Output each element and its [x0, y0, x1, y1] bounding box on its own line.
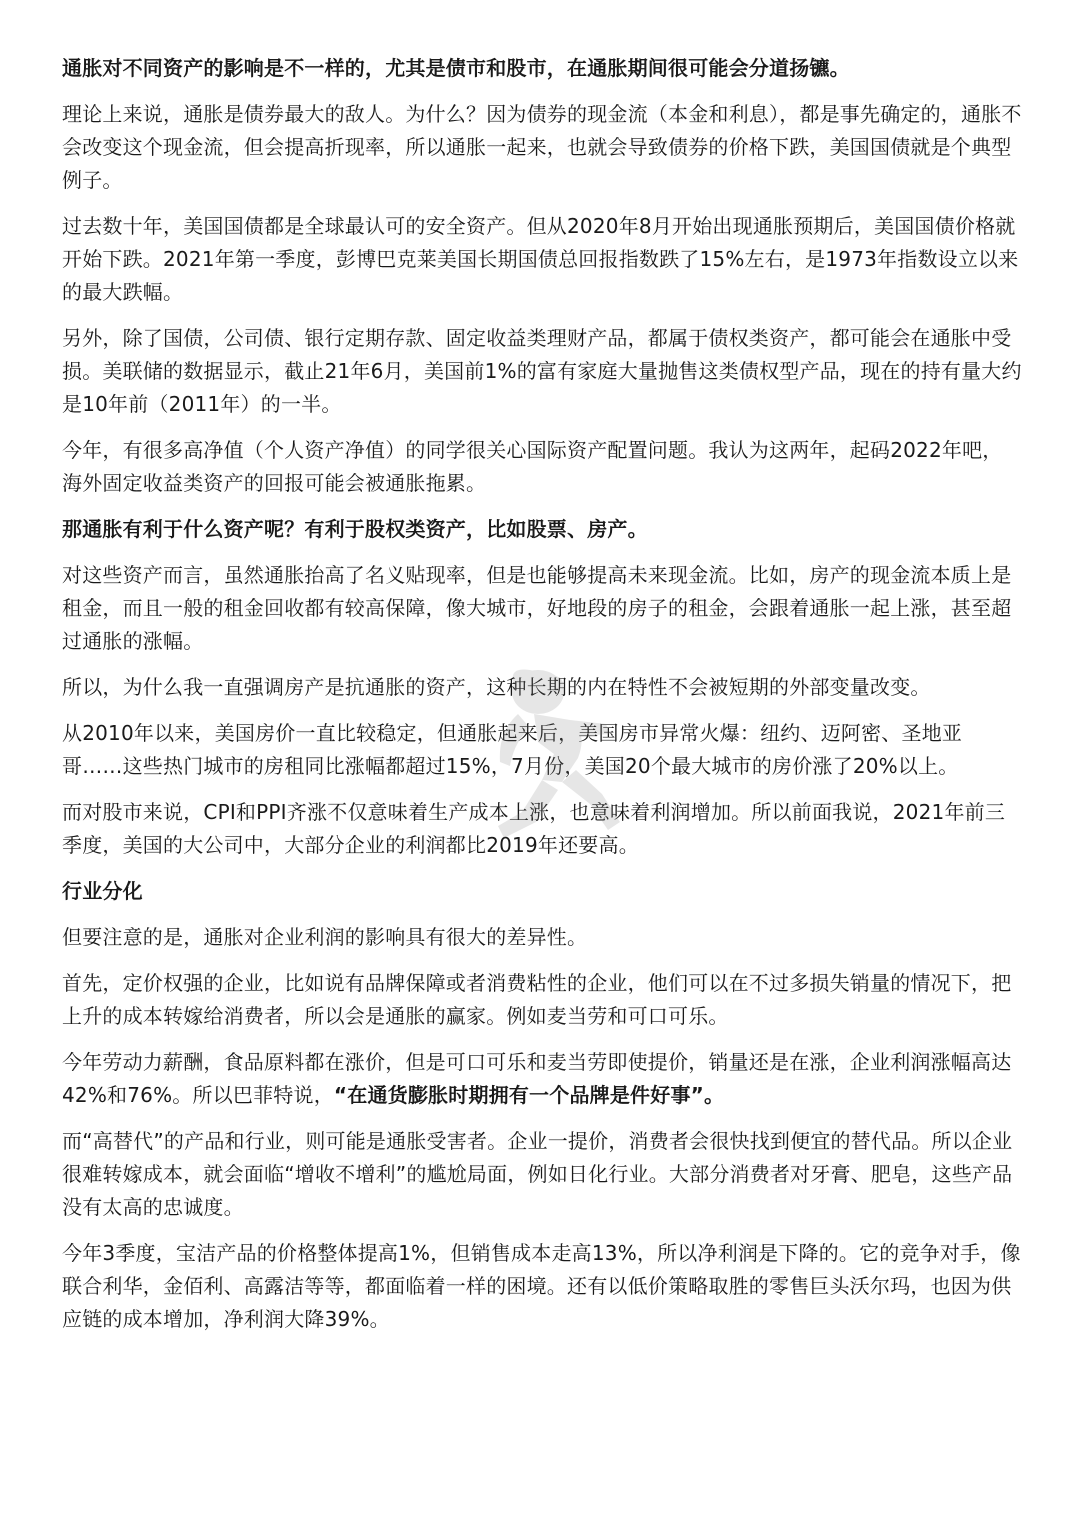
article-body — [62, 52, 1022, 1349]
paragraph-equity-question: 那通胀有利于什么资产呢？有利于股权类资产，比如股票、房产。 — [62, 517, 648, 541]
brand-text: 今年劳动力薪酬，食品原料都在涨价，但是可口可乐和麦当劳即使提价，销量还是在涨，企业利润涨幅高达42%和76%。所以巴菲特说， — [62, 1050, 1012, 1107]
paragraph-us-housing: 从2010年以来，美国房价一直比较稳定，但通胀起来后，美国房市异常火爆：纽约、迈阿密、圣地亚哥……这些热门城市的房租同比涨幅都超过15%，7月份，美国20个最大城市的房价涨了20%以上。 — [62, 721, 963, 778]
paragraph-intro: 通胀对不同资产的影响是不一样的，尤其是债市和股市，在通胀期间很可能会分道扬镳。 — [62, 56, 850, 80]
paragraph-stock-market: 而对股市来说，CPI和PPI齐涨不仅意味着生产成本上涨，也意味着利润增加。所以前面我说，2021年前三季度，美国的大公司中，大部分企业的利润都比2019年还要高。 — [62, 800, 1006, 857]
buffett-quote: “在通货膨胀时期拥有一个品牌是件好事”。 — [333, 1083, 725, 1107]
paragraph-high-substitution: 而“高替代”的产品和行业，则可能是通胀受害者。企业一提价，消费者会很快找到便宜的替代品。所以企业很难转嫁成本，就会面临“增收不增利”的尴尬局面，例如日化行业。大部分消费者对牙膏、肥皂，这些产品没有太高的忠诚度。 — [62, 1129, 1013, 1219]
paragraph-real-estate: 对这些资产而言，虽然通胀抬高了名义贴现率，但是也能够提高未来现金流。比如，房产的现金流本质上是租金，而且一般的租金回收都有较高保障，像大城市，好地段的房子的租金，会跟着通胀一起上涨，甚至超过通胀的涨幅。 — [62, 563, 1012, 653]
section-heading: 行业分化 — [62, 879, 143, 903]
paragraph-asset-allocation: 今年，有很多高净值（个人资产净值）的同学很关心国际资产配置问题。我认为这两年，起码2022年吧，海外固定收益类资产的回报可能会被通胀拖累。 — [62, 438, 1003, 495]
paragraph-pg-example: 今年3季度，宝洁产品的价格整体提高1%，但销售成本走高13%，所以净利润是下降的。它的竞争对手，像联合利华，金佰利、高露洁等等，都面临着一样的困境。还有以低价策略取胜的零售巨头沃尔玛，也因为供应链的成本增加，净利润大降39%。 — [62, 1241, 1021, 1331]
paragraph-debt-assets: 另外，除了国债，公司债、银行定期存款、固定收益类理财产品，都属于债权类资产，都可能会在通胀中受损。美联储的数据显示，截止21年6月，美国前1%的富有家庭大量抛售这类债权型产品，现在的持有量大约是10年前（2011年）的一半。 — [62, 326, 1022, 416]
paragraph-inflation-hedge: 所以，为什么我一直强调房产是抗通胀的资产，这种长期的内在特性不会被短期的外部变量改变。 — [62, 675, 931, 699]
paragraph-pricing-power: 首先，定价权强的企业，比如说有品牌保障或者消费粘性的企业，他们可以在不过多损失销量的情况下，把上升的成本转嫁给消费者，所以会是通胀的赢家。例如麦当劳和可口可乐。 — [62, 971, 1012, 1028]
paragraph-brand-example — [62, 1046, 1022, 1112]
paragraph-profit-variance: 但要注意的是，通胀对企业利润的影响具有很大的差异性。 — [62, 925, 588, 949]
paragraph-bonds-theory: 理论上来说，通胀是债券最大的敌人。为什么？因为债券的现金流（本金和利息），都是事先确定的，通胀不会改变这个现金流，但会提高折现率，所以通胀一起来，也就会导致债券的价格下跌，美国国债就是个典型例子。 — [62, 102, 1022, 192]
paragraph-treasury-history: 过去数十年，美国国债都是全球最认可的安全资产。但从2020年8月开始出现通胀预期后，美国国债价格就开始下跌。2021年第一季度，彭博巴克莱美国长期国债总回报指数跌了15%左右，是1973年指数设立以来的最大跌幅。 — [62, 214, 1019, 304]
